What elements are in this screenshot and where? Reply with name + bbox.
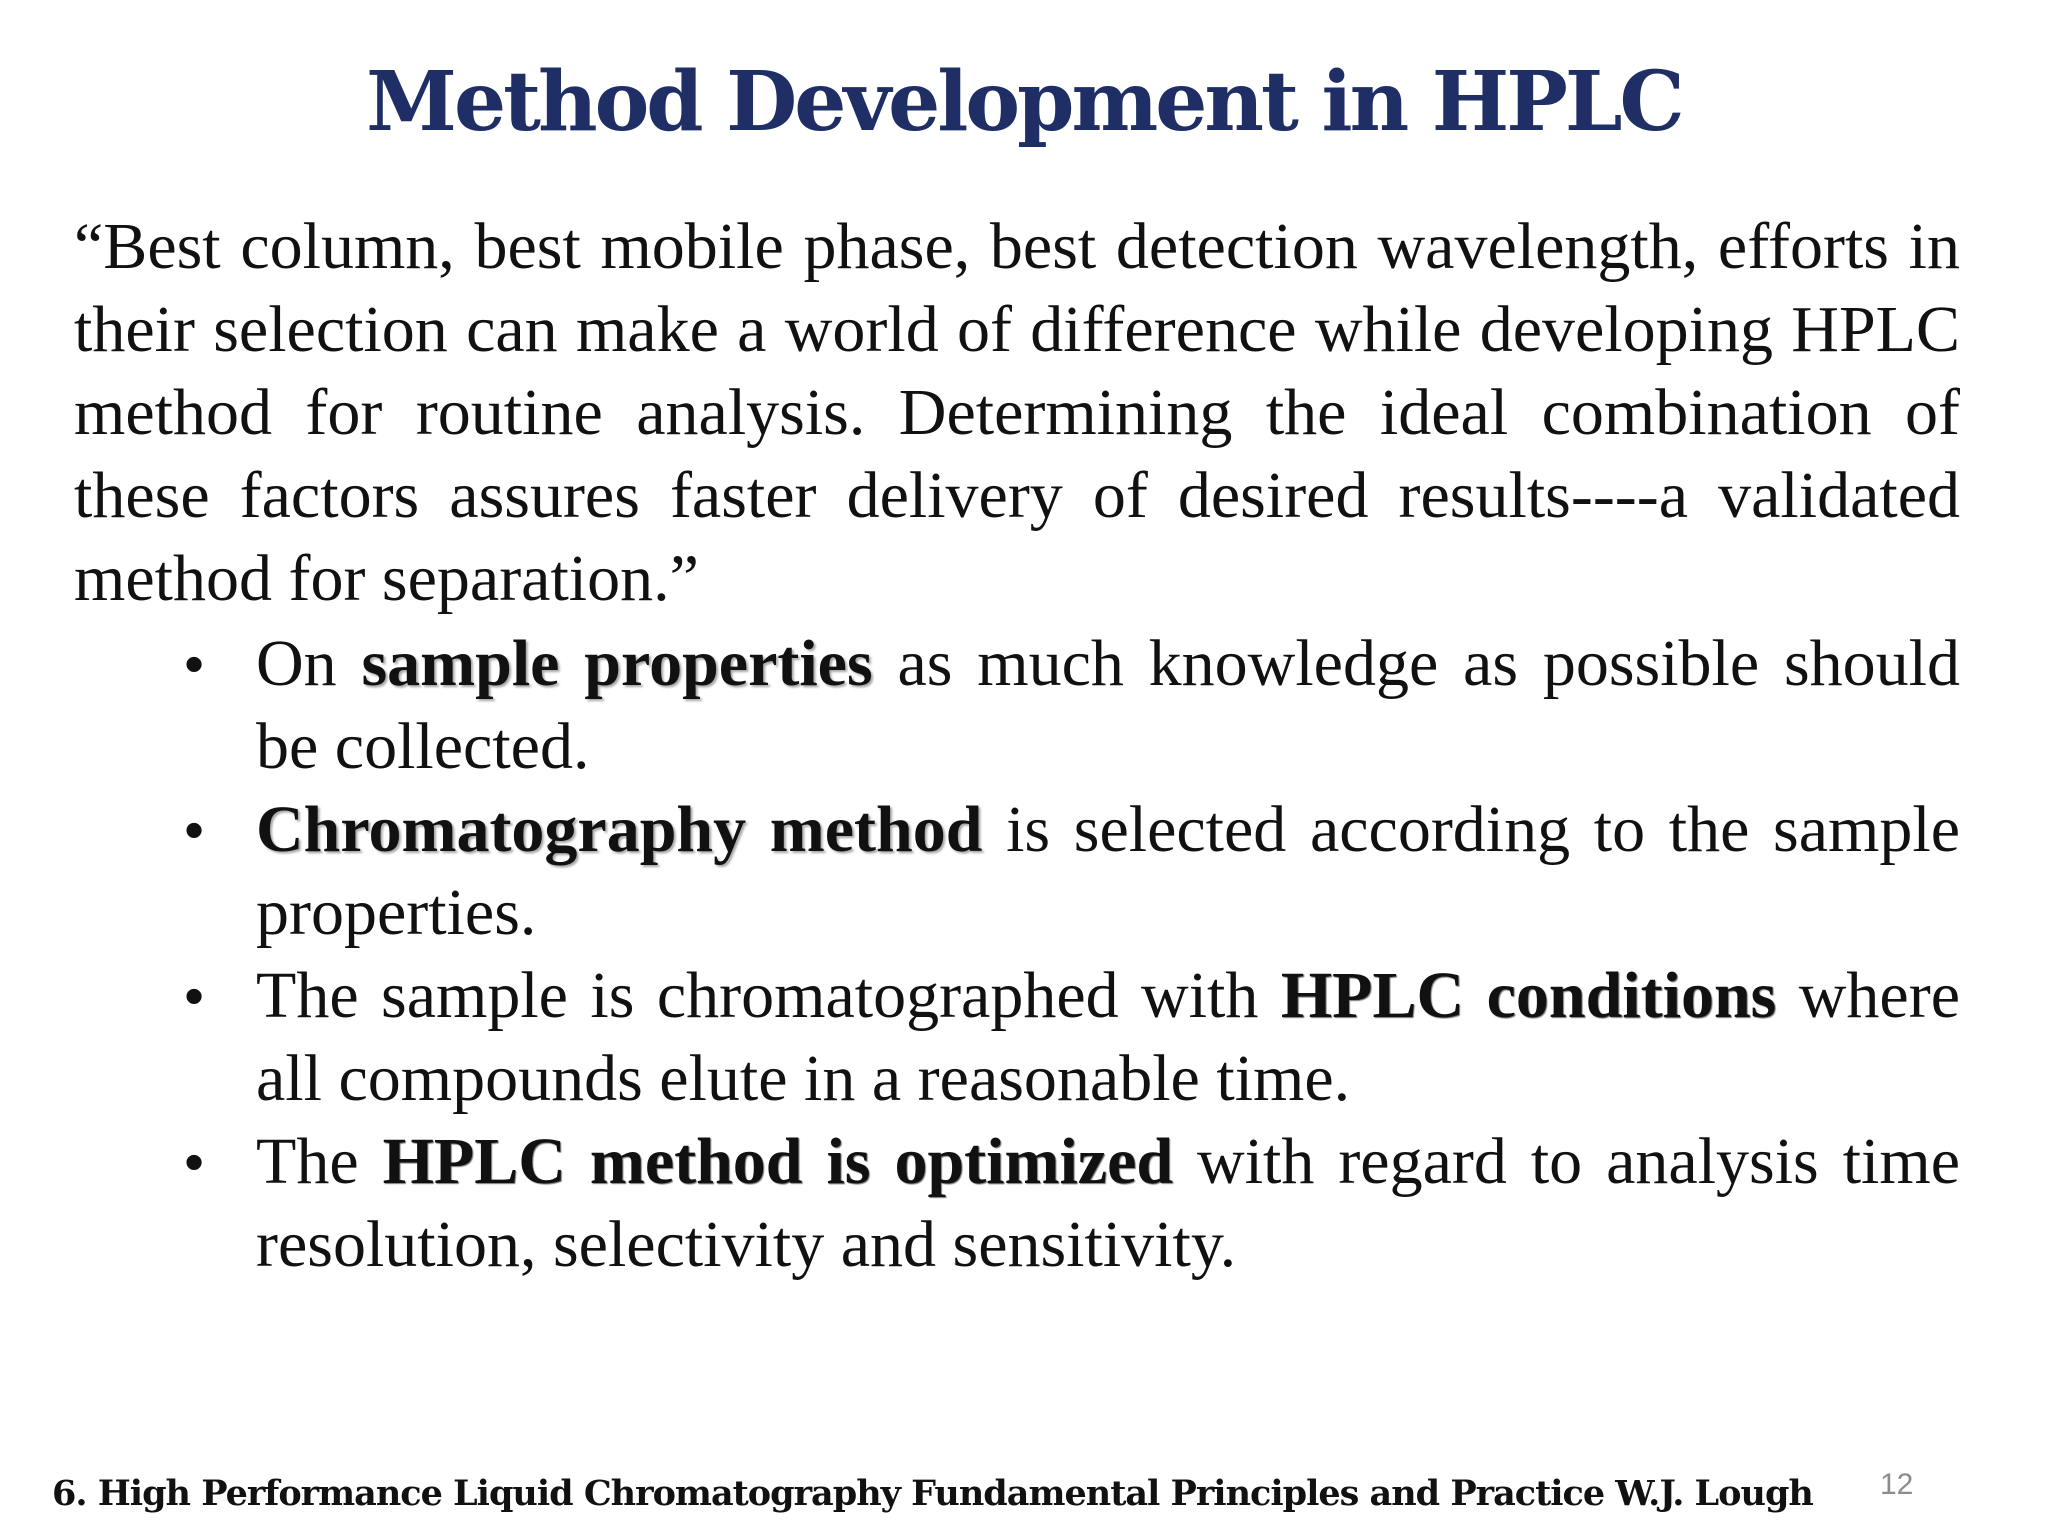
page-number: 12 — [1880, 1468, 1914, 1501]
bullet-text: where all compounds elute in a reasonable time. — [256, 959, 1960, 1115]
bullet-highlight: HPLC conditions — [1280, 959, 1777, 1032]
bullet-highlight: HPLC method is optimized — [382, 1125, 1174, 1198]
bullet-text: as much knowledge as possible should be collected. — [256, 627, 1960, 783]
bullet-text: The — [256, 1125, 383, 1198]
bullet-icon: • — [184, 1130, 204, 1193]
bullet-text: The sample is chromatographed with — [256, 959, 1281, 1032]
bullet-text: is selected according to the sample properties. — [256, 793, 1961, 949]
slide-title: Method Development in HPLC — [366, 54, 1682, 150]
bullet-text: On — [256, 627, 362, 700]
quote-paragraph: “Best column, best mobile phase, best detection wavelength, efforts in their selection can make a world of difference while developing HPLC method for routine analysis. Determining the ideal combination of these factors assures faster delivery of desired results----a validated method for separation.” — [74, 210, 1960, 615]
bullet-icon: • — [184, 798, 204, 861]
bullet-icon: • — [184, 964, 204, 1027]
reference-footer: 6. High Performance Liquid Chromatography Fundamental Principles and Practice W.J. Lough — [52, 1473, 1813, 1514]
bullet-text: with regard to analysis time resolution, selectivity and sensitivity. — [256, 1125, 1960, 1281]
bullet-item-method-optimized — [184, 1120, 1960, 1286]
bullet-icon: • — [184, 632, 204, 695]
bullet-highlight: Chromatography method — [256, 793, 983, 866]
bullet-item-sample-properties — [184, 622, 1960, 788]
bullet-item-chromatography-method — [184, 788, 1961, 954]
bullet-list — [0, 622, 2048, 1286]
bullet-item-hplc-conditions — [184, 954, 1960, 1120]
bullet-highlight: sample properties — [361, 627, 873, 700]
